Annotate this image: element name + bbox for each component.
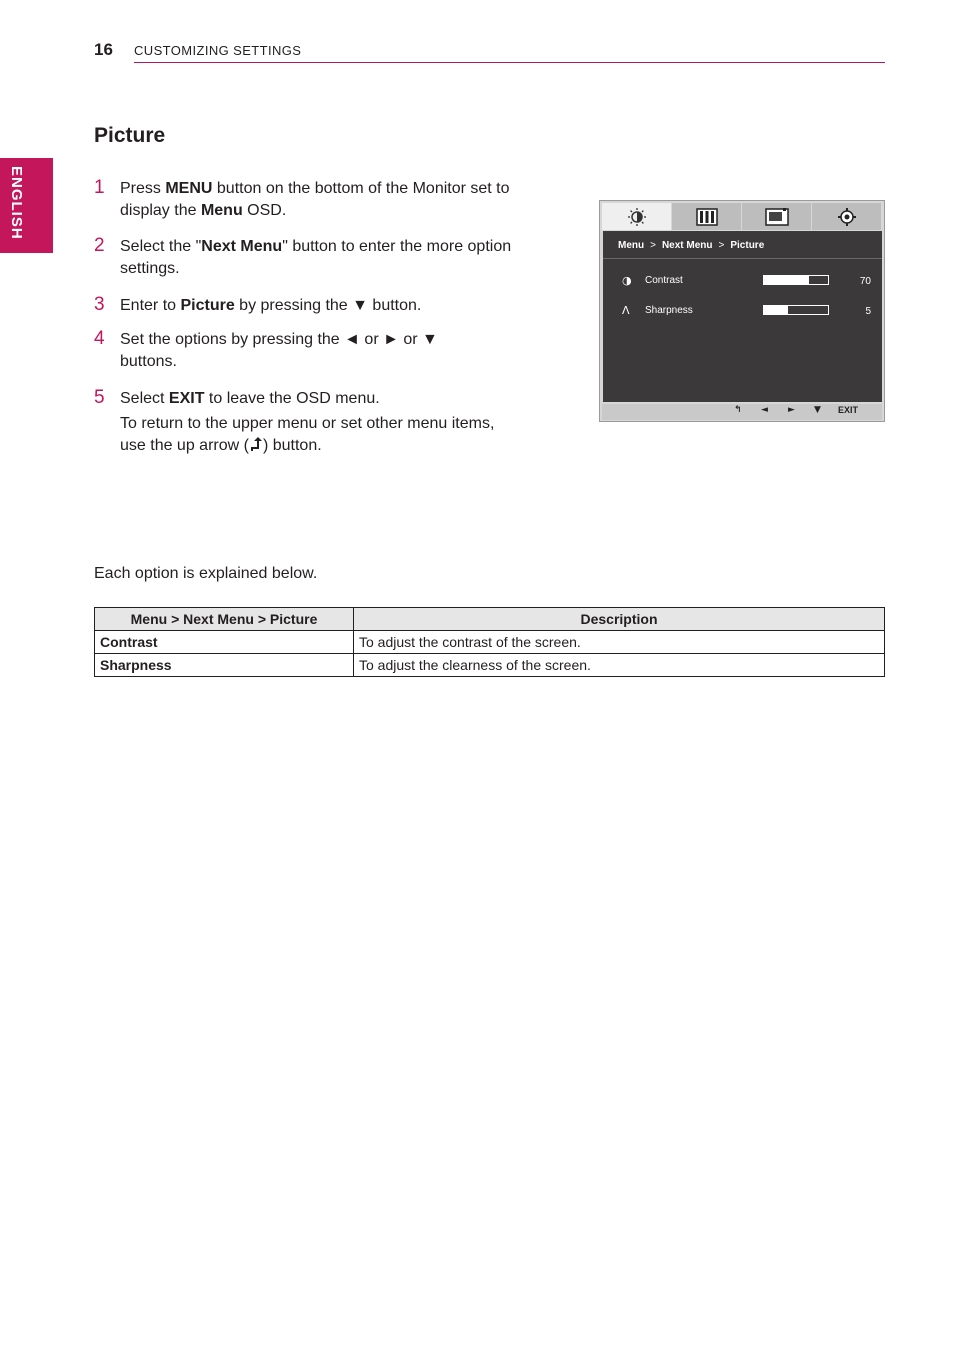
osd-row-contrast[interactable] (603, 273, 882, 289)
slider-fill (764, 276, 809, 284)
intro-text: Each option is explained below. (94, 565, 318, 582)
table-cell-description: To adjust the contrast of the screen. (354, 631, 885, 654)
left-button[interactable]: ◄ (761, 405, 768, 415)
up-arrow-button[interactable]: ↰ (734, 405, 742, 415)
note-text: To return to the upper menu or set other menu items, use the up arrow ( (120, 415, 495, 454)
osd-tab-bar (602, 203, 882, 230)
page-number: 16 (94, 40, 113, 59)
step-text: Select the " (120, 238, 202, 255)
screen-icon (765, 207, 789, 227)
table-cell-description: To adjust the clearness of the screen. (354, 654, 885, 677)
osd-button-bar (602, 404, 882, 420)
up-arrow-icon (249, 436, 263, 452)
step-4 (94, 329, 460, 373)
step-bold: Picture (180, 297, 235, 314)
slider-fill (764, 306, 788, 314)
step-number: 2 (94, 235, 105, 256)
table-header: Menu > Next Menu > Picture (95, 608, 354, 631)
exit-button[interactable]: EXIT (838, 405, 859, 415)
note-text: ) button. (262, 437, 322, 454)
osd-breadcrumb (618, 240, 764, 251)
right-button[interactable]: ► (788, 405, 795, 415)
osd-row-value: 70 (859, 276, 871, 287)
step-1 (94, 178, 524, 222)
table-header: Description (354, 608, 885, 631)
header-divider (134, 62, 885, 63)
breadcrumb-item: Next Menu (661, 240, 713, 251)
step-number: 5 (94, 387, 105, 408)
step-text: by pressing the ▼ button. (234, 297, 422, 314)
breadcrumb-item: Picture (730, 240, 765, 251)
osd-row-value: 5 (865, 306, 871, 317)
osd-tab-picture[interactable] (672, 203, 741, 230)
step-number: 4 (94, 328, 105, 349)
osd-tab-settings[interactable] (812, 203, 881, 230)
step-text: Press (120, 180, 166, 197)
step-number: 1 (94, 177, 105, 198)
down-button[interactable]: ▼ (814, 405, 821, 415)
table-row (95, 631, 885, 654)
step-text: OSD. (242, 202, 287, 219)
step-text: Enter to (120, 297, 181, 314)
page-heading: Picture (94, 124, 166, 147)
table-cell-option: Contrast (95, 631, 354, 654)
sharpness-icon: Λ (622, 304, 630, 317)
settings-icon (837, 207, 857, 227)
step-text: " button to enter the more option settings. (120, 238, 512, 277)
table-header-row (95, 608, 885, 631)
step-bold: EXIT (168, 390, 205, 407)
section-title: CUSTOMIZING SETTINGS (134, 43, 302, 58)
breadcrumb-separator: > (718, 240, 725, 251)
step-bold: Menu (200, 202, 243, 219)
table-row (95, 654, 885, 677)
step-number: 3 (94, 294, 105, 315)
osd-row-label: Sharpness (645, 305, 693, 316)
contrast-slider[interactable] (763, 275, 829, 285)
osd-row-label: Contrast (645, 275, 683, 286)
step-2 (94, 236, 524, 280)
step-5-note (120, 413, 524, 457)
step-text: button on the bottom of the Monitor set to display the (120, 180, 510, 219)
contrast-icon: ◑ (622, 274, 632, 287)
language-label: ENGLISH (8, 166, 25, 240)
options-table (94, 607, 885, 677)
sharpness-slider[interactable] (763, 305, 829, 315)
osd-tab-brightness[interactable] (602, 203, 671, 230)
osd-panel (603, 231, 882, 402)
breadcrumb-item: Menu (618, 240, 645, 251)
language-tab (0, 158, 53, 253)
step-text: Set the options by pressing the ◄ or ► or ▼ buttons. (120, 331, 438, 370)
step-3 (94, 295, 524, 317)
brightness-icon (627, 207, 647, 227)
osd-divider (603, 258, 882, 259)
picture-icon (696, 208, 718, 226)
osd-screenshot (599, 200, 885, 422)
osd-row-sharpness[interactable] (603, 303, 882, 319)
step-bold: Next Menu (201, 238, 283, 255)
breadcrumb-separator: > (650, 240, 656, 251)
step-text: to leave the OSD menu. (204, 390, 380, 407)
osd-tab-screen[interactable] (742, 203, 811, 230)
table-cell-option: Sharpness (95, 654, 354, 677)
steps-list (94, 178, 524, 457)
step-5 (94, 388, 524, 457)
step-text: Select (120, 390, 169, 407)
step-bold: MENU (165, 180, 213, 197)
